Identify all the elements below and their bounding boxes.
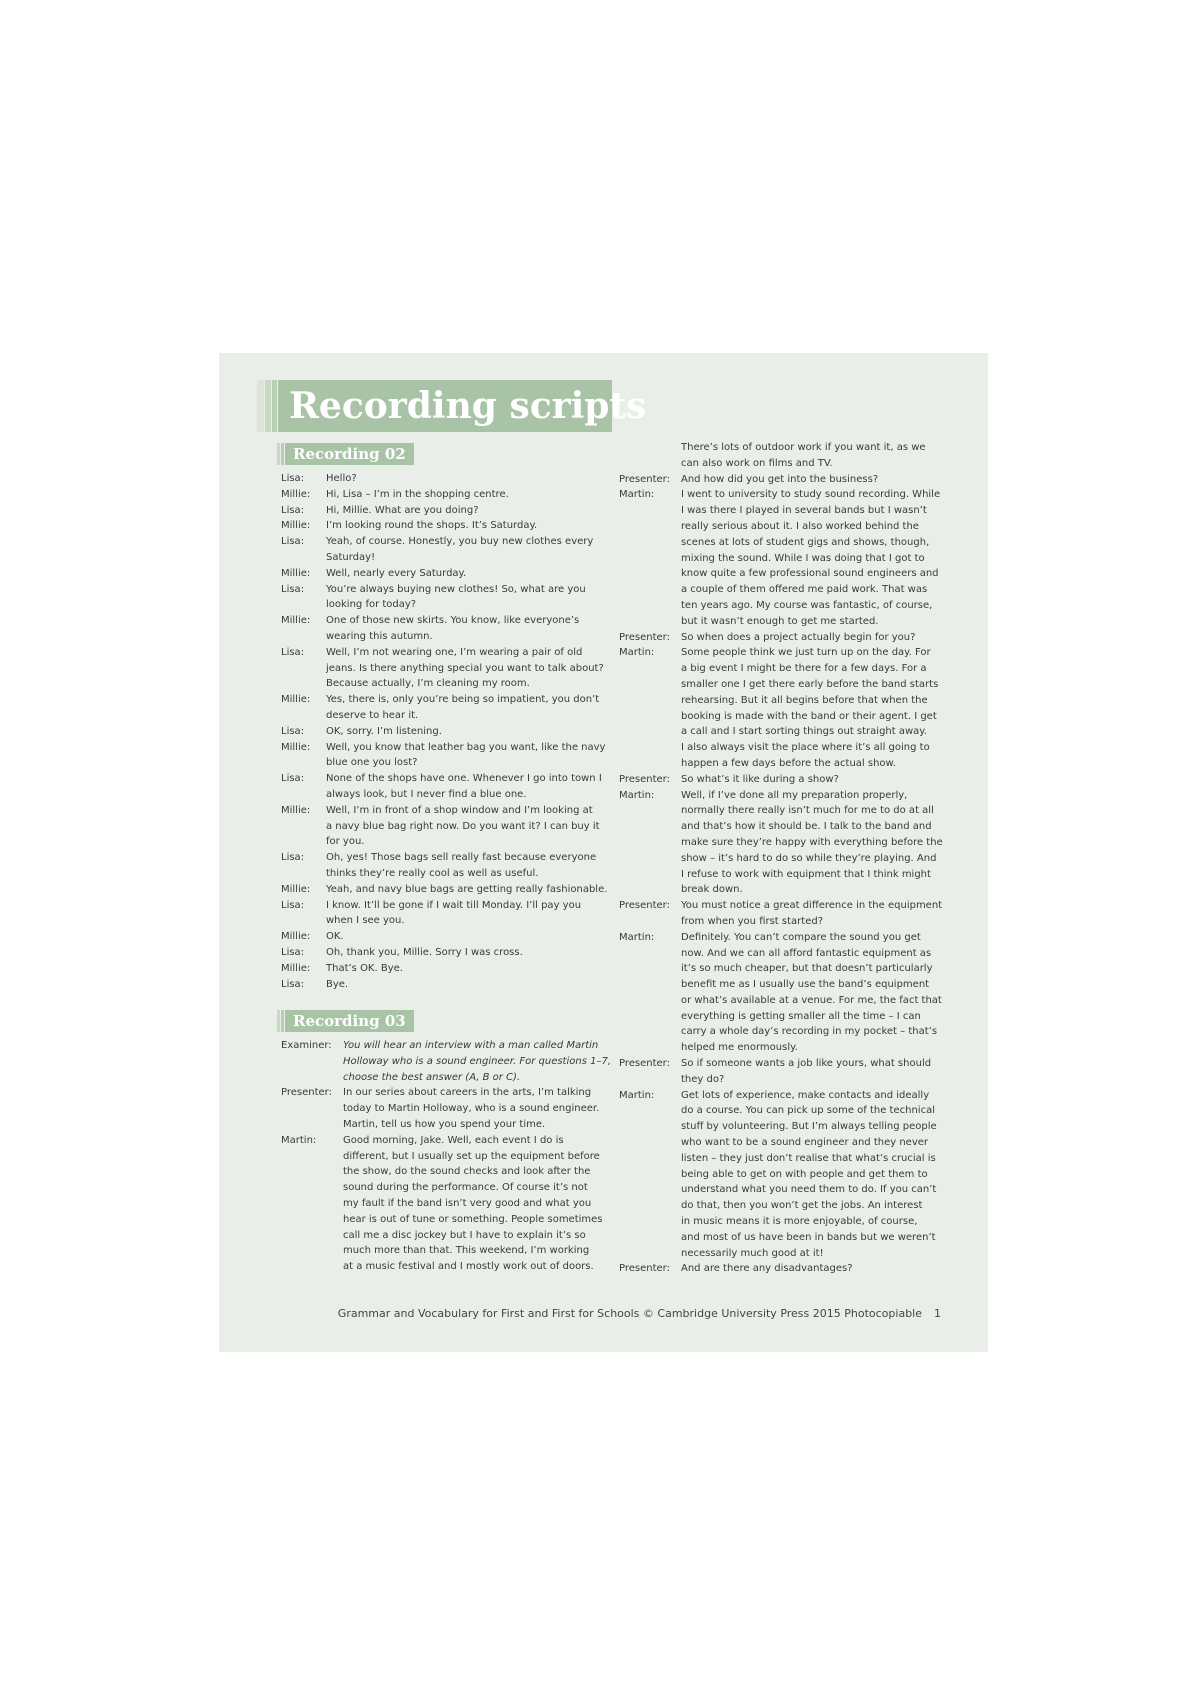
speaker-label: Lisa:: [281, 978, 305, 990]
script-line: [281, 518, 611, 534]
speaker-label: Lisa:: [281, 946, 305, 958]
dialogue-text: at a music festival and I mostly work out of doors.: [343, 1261, 594, 1273]
dialogue-text: Saturday!: [326, 551, 376, 563]
dialogue-text: deserve to hear it.: [326, 709, 419, 721]
script-line: [281, 898, 611, 914]
script-line: [281, 708, 611, 724]
dialogue-text: Oh, thank you, Millie. Sorry I was cross.: [326, 946, 523, 958]
script-line: [281, 692, 611, 708]
script-line: [281, 471, 611, 487]
dialogue-text: I refuse to work with equipment that I think might: [681, 868, 931, 880]
dialogue-text: One of those new skirts. You know, like everyone’s: [326, 615, 580, 627]
script-line: [619, 1135, 959, 1151]
dialogue-text: they do?: [681, 1073, 725, 1085]
script-line: [281, 1054, 611, 1070]
script-line: [281, 724, 611, 740]
script-line: [619, 740, 959, 756]
dialogue-text: Oh, yes! Those bags sell really fast because everyone: [326, 852, 597, 864]
script-line: [619, 819, 959, 835]
script-line: [619, 582, 959, 598]
speaker-label: Presenter:: [619, 1263, 670, 1275]
dialogue-text: Well, nearly every Saturday.: [326, 567, 467, 579]
script-line: [619, 835, 959, 851]
speaker-label: Millie:: [281, 694, 311, 706]
dialogue-text: I also always visit the place where it’s all going to: [681, 742, 930, 754]
footer-copyright: Grammar and Vocabulary for First and First for Schools © Cambridge University Press 2015 Photocopiable: [337, 1307, 922, 1320]
script-line: [619, 882, 959, 898]
dialogue-text: and most of us have been in bands but we weren’t: [681, 1231, 936, 1243]
script-line: [281, 661, 611, 677]
script-line: [619, 1056, 959, 1072]
dialogue-text: Well, I’m in front of a shop window and I’m looking at: [326, 804, 593, 816]
dialogue-text: Well, you know that leather bag you want, like the navy: [326, 741, 606, 753]
script-line: [281, 1070, 611, 1086]
dialogue-text: break down.: [681, 884, 743, 896]
dialogue-text: In our series about careers in the arts, I’m talking: [343, 1087, 592, 1099]
dialogue-text: but it wasn’t enough to get me started.: [681, 615, 879, 627]
dialogue-text: sound during the performance. Of course it’s not: [343, 1182, 588, 1194]
dialogue-text: Because actually, I’m cleaning my room.: [326, 678, 530, 690]
speaker-label: Lisa:: [281, 473, 305, 484]
script-line: [281, 582, 611, 598]
speaker-label: Lisa:: [281, 899, 305, 911]
script-line: [281, 819, 611, 835]
script-line: [281, 1149, 611, 1165]
script-line: [619, 1261, 959, 1277]
dialogue-text: Bye.: [326, 978, 349, 990]
dialogue-text: Hi, Lisa – I’m in the shopping centre.: [326, 488, 509, 500]
speaker-label: Lisa:: [281, 646, 305, 658]
dialogue-text: different, but I usually set up the equipment before: [343, 1150, 600, 1162]
dialogue-text: I know. It’ll be gone if I wait till Monday. I’ll pay you: [326, 899, 582, 911]
script-line: [619, 851, 959, 867]
dialogue-text: everything is getting smaller all the time – I can: [681, 1010, 921, 1022]
speaker-label: Millie:: [281, 931, 311, 943]
dialogue-text: from when you first started?: [681, 915, 824, 927]
script-line: [619, 1103, 959, 1119]
speaker-label: Millie:: [281, 615, 311, 627]
script-line: [619, 630, 959, 646]
speaker-label: Lisa:: [281, 536, 305, 548]
title-stripe-mid: [265, 380, 271, 432]
dialogue-text: carry a whole day’s recording in my pocket – that’s: [681, 1026, 938, 1038]
dialogue-text: booking is made with the band or their agent. I get: [681, 710, 937, 722]
dialogue-text: do that, then you won’t get the jobs. An interest: [681, 1200, 923, 1212]
script-line: [619, 788, 959, 804]
script-line: [281, 676, 611, 692]
dialogue-text: So what’s it like during a show?: [681, 773, 839, 785]
dialogue-text: Well, I’m not wearing one, I’m wearing a pair of old: [326, 646, 583, 658]
dialogue-text: I went to university to study sound recording. While: [681, 489, 941, 501]
script-line: [281, 1164, 611, 1180]
script-line: [619, 1230, 959, 1246]
dialogue-text: Good morning, Jake. Well, each event I do is: [343, 1134, 564, 1146]
dialogue-text: a big event I might be there for a few days. For a: [681, 663, 927, 675]
speaker-label: Lisa:: [281, 583, 305, 595]
dialogue-text: Well, if I’ve done all my preparation properly,: [681, 789, 908, 801]
dialogue-text: listen – they just don’t realise that what’s crucial is: [681, 1152, 936, 1164]
script-line: [281, 645, 611, 661]
dialogue-text: And are there any disadvantages?: [681, 1263, 853, 1275]
speaker-label: Lisa:: [281, 773, 305, 785]
speaker-label: Martin:: [619, 789, 655, 801]
speaker-label: Lisa:: [281, 504, 305, 516]
speaker-label: Lisa:: [281, 725, 305, 737]
script-line: [281, 850, 611, 866]
dialogue-text: looking for today?: [326, 599, 417, 611]
script-line: [619, 1246, 959, 1262]
script-line: [619, 472, 959, 488]
title-stripe-light: [257, 380, 264, 432]
dialogue-text: can also work on films and TV.: [681, 457, 833, 469]
recording-03-label: Recording 03: [285, 1010, 414, 1032]
dialogue-text: do a course. You can pick up some of the technical: [681, 1105, 935, 1117]
script-line: [619, 898, 959, 914]
dialogue-text: helped me enormously.: [681, 1042, 798, 1054]
speaker-label: Millie:: [281, 804, 311, 816]
dialogue-text: So if someone wants a job like yours, what should: [681, 1058, 932, 1070]
script-line: [619, 440, 959, 456]
dialogue-text: Martin, tell us how you spend your time.: [343, 1118, 546, 1130]
script-line: [619, 614, 959, 630]
script-line: [619, 598, 959, 614]
dialogue-text: Get lots of experience, make contacts and ideally: [681, 1089, 930, 1101]
script-line: [281, 1085, 611, 1101]
dialogue-text: know quite a few professional sound engineers and: [681, 568, 939, 580]
script-line: [619, 1072, 959, 1088]
dialogue-text: normally there really isn’t much for me to do at all: [681, 805, 934, 817]
dialogue-text: a call and I start sorting things out straight away.: [681, 726, 927, 738]
script-line: [281, 629, 611, 645]
dialogue-text: choose the best answer (A, B or C).: [343, 1071, 521, 1083]
dialogue-text: show – it’s hard to do so while they’re playing. And: [681, 852, 937, 864]
script-line: [619, 1040, 959, 1056]
dialogue-text: So when does a project actually begin for you?: [681, 631, 916, 643]
script-line: [619, 1182, 959, 1198]
dialogue-text: mixing the sound. While I was doing that I got to: [681, 552, 925, 564]
speaker-label: Presenter:: [281, 1087, 332, 1099]
dialogue-text: now. And we can all afford fantastic equipment as: [681, 947, 932, 959]
dialogue-text: happen a few days before the actual show.: [681, 757, 896, 769]
dialogue-text: make sure they’re happy with everything before the: [681, 836, 943, 848]
page-title: Recording scripts: [278, 380, 612, 432]
dialogue-text: who want to be a sound engineer and they never: [681, 1137, 929, 1149]
script-line: [619, 456, 959, 472]
dialogue-text: jeans. Is there anything special you want to talk about?: [326, 662, 604, 674]
dialogue-text: always look, but I never find a blue one.: [326, 788, 527, 800]
dialogue-text: when I see you.: [326, 915, 405, 927]
speaker-label: Martin:: [619, 489, 655, 501]
speaker-label: Presenter:: [619, 773, 670, 785]
script-line: [281, 961, 611, 977]
script-line: [619, 566, 959, 582]
script-line: [619, 535, 959, 551]
script-line: [619, 724, 959, 740]
speaker-label: Millie:: [281, 567, 311, 579]
dialogue-text: stuff by volunteering. But I’m always telling people: [681, 1121, 937, 1133]
script-line: [281, 534, 611, 550]
heading-stripe: [277, 443, 280, 465]
dialogue-text: the show, do the sound checks and look after the: [343, 1166, 591, 1178]
script-line: [281, 1228, 611, 1244]
script-line: [619, 1167, 959, 1183]
script-line: [281, 487, 611, 503]
dialogue-text: Definitely. You can’t compare the sound you get: [681, 931, 921, 943]
script-line: [619, 709, 959, 725]
script-line: [619, 961, 959, 977]
dialogue-text: in music means it is more enjoyable, of course,: [681, 1216, 918, 1228]
dialogue-text: necessarily much good at it!: [681, 1247, 824, 1259]
script-line: [619, 772, 959, 788]
dialogue-text: I was there I played in several bands but I wasn’t: [681, 505, 927, 517]
dialogue-text: wearing this autumn.: [326, 630, 433, 642]
worksheet-page: [219, 353, 988, 1352]
speaker-label: Presenter:: [619, 631, 670, 643]
dialogue-text: I’m looking round the shops. It’s Saturday.: [326, 520, 538, 532]
dialogue-text: a navy blue bag right now. Do you want it? I can buy it: [326, 820, 600, 832]
dialogue-text: rehearsing. But it all begins before that when the: [681, 694, 928, 706]
dialogue-text: or what’s available at a venue. For me, the fact that: [681, 994, 942, 1006]
dialogue-text: OK, sorry. I’m listening.: [326, 725, 442, 737]
script-line: [619, 867, 959, 883]
dialogue-text: Hi, Millie. What are you doing?: [326, 504, 479, 516]
dialogue-text: You’re always buying new clothes! So, what are you: [326, 583, 586, 595]
script-line: [281, 1101, 611, 1117]
recording-03-script: [281, 1038, 611, 1275]
dialogue-text: Some people think we just turn up on the day. For: [681, 647, 931, 659]
dialogue-text: understand what you need them to do. If you can’t: [681, 1184, 937, 1196]
dialogue-text: really serious about it. I also worked behind the: [681, 520, 919, 532]
dialogue-text: Yes, there is, only you’re being so impatient, you don’t: [326, 694, 600, 706]
dialogue-text: blue one you lost?: [326, 757, 418, 769]
speaker-label: Presenter:: [619, 473, 670, 485]
dialogue-text: benefit me as I usually use the band’s equipment: [681, 979, 930, 991]
dialogue-text: today to Martin Holloway, who is a sound engineer.: [343, 1103, 600, 1115]
script-line: [619, 519, 959, 535]
script-line: [281, 1133, 611, 1149]
script-line: [619, 756, 959, 772]
script-line: [281, 613, 611, 629]
script-line: [281, 1243, 611, 1259]
script-line: [619, 1151, 959, 1167]
speaker-label: Martin:: [619, 647, 655, 659]
speaker-label: Martin:: [281, 1134, 317, 1146]
script-line: [281, 977, 611, 993]
dialogue-text: And how did you get into the business?: [681, 473, 879, 485]
script-line: [281, 866, 611, 882]
dialogue-text: for you.: [326, 836, 365, 848]
script-line: [619, 993, 959, 1009]
script-line: [619, 1024, 959, 1040]
dialogue-text: my fault if the band isn’t very good and what you: [343, 1197, 592, 1209]
script-line: [281, 1212, 611, 1228]
dialogue-text: You will hear an interview with a man called Martin: [343, 1040, 599, 1051]
script-line: [281, 834, 611, 850]
speaker-label: Examiner:: [281, 1040, 332, 1051]
speaker-label: Lisa:: [281, 852, 305, 864]
script-line: [619, 977, 959, 993]
script-line: [619, 693, 959, 709]
script-line: [619, 1198, 959, 1214]
dialogue-text: Holloway who is a sound engineer. For questions 1–7,: [343, 1055, 611, 1067]
speaker-label: Millie:: [281, 741, 311, 753]
script-line: [619, 1088, 959, 1104]
script-line: [281, 550, 611, 566]
script-line: [281, 913, 611, 929]
speaker-label: Millie:: [281, 520, 311, 532]
dialogue-text: a couple of them offered me paid work. That was: [681, 584, 928, 596]
speaker-label: Millie:: [281, 883, 311, 895]
script-line: [619, 930, 959, 946]
dialogue-text: You must notice a great difference in the equipment: [681, 900, 943, 912]
script-line: [281, 1259, 611, 1275]
recording-02-label: Recording 02: [285, 443, 414, 465]
script-line: [281, 787, 611, 803]
dialogue-text: hear is out of tune or something. People sometimes: [343, 1213, 603, 1225]
dialogue-text: ten years ago. My course was fantastic, of course,: [681, 599, 933, 611]
dialogue-text: call me a disc jockey but I have to explain it’s so: [343, 1229, 586, 1241]
recording-02-script: [281, 471, 611, 992]
script-line: [281, 803, 611, 819]
speaker-label: Millie:: [281, 962, 311, 974]
script-line: [281, 945, 611, 961]
script-line: [619, 551, 959, 567]
dialogue-text: smaller one I get there early before the band starts: [681, 678, 939, 690]
script-line: [281, 882, 611, 898]
recording-03-script-continued: [619, 440, 959, 1277]
script-line: [281, 566, 611, 582]
dialogue-text: None of the shops have one. Whenever I go into town I: [326, 773, 602, 785]
page-footer: [219, 1307, 941, 1320]
script-line: [619, 1119, 959, 1135]
script-line: [281, 1196, 611, 1212]
dialogue-text: thinks they’re really cool as well as useful.: [326, 867, 539, 879]
script-line: [619, 677, 959, 693]
dialogue-text: much more than that. This weekend, I’m working: [343, 1245, 590, 1257]
script-line: [281, 740, 611, 756]
page-number: 1: [934, 1307, 941, 1320]
script-line: [281, 1180, 611, 1196]
script-line: [619, 914, 959, 930]
script-line: [281, 771, 611, 787]
speaker-label: Presenter:: [619, 900, 670, 912]
script-line: [281, 755, 611, 771]
script-line: [619, 946, 959, 962]
script-line: [281, 597, 611, 613]
speaker-label: Martin:: [619, 931, 655, 943]
script-line: [281, 929, 611, 945]
heading-stripe: [277, 1010, 280, 1032]
script-line: [619, 1009, 959, 1025]
dialogue-text: Yeah, and navy blue bags are getting really fashionable.: [326, 883, 608, 895]
script-line: [281, 1117, 611, 1133]
dialogue-text: That’s OK. Bye.: [326, 962, 403, 974]
script-line: [281, 1038, 611, 1054]
dialogue-text: and that’s how it should be. I talk to the band and: [681, 821, 932, 833]
script-line: [619, 661, 959, 677]
speaker-label: Millie:: [281, 488, 311, 500]
dialogue-text: Yeah, of course. Honestly, you buy new clothes every: [326, 536, 594, 548]
heading-stripe: [281, 1010, 284, 1032]
dialogue-text: Hello?: [326, 473, 357, 484]
script-line: [281, 503, 611, 519]
script-line: [619, 503, 959, 519]
script-line: [619, 487, 959, 503]
dialogue-text: OK.: [326, 931, 344, 943]
dialogue-text: There’s lots of outdoor work if you want it, as we: [681, 442, 926, 453]
title-stripe-dark: [272, 380, 277, 432]
speaker-label: Martin:: [619, 1089, 655, 1101]
script-line: [619, 803, 959, 819]
script-line: [619, 645, 959, 661]
heading-stripe: [281, 443, 284, 465]
script-line: [619, 1214, 959, 1230]
dialogue-text: scenes at lots of student gigs and shows, though,: [681, 536, 930, 548]
speaker-label: Presenter:: [619, 1058, 670, 1070]
dialogue-text: being able to get on with people and get them to: [681, 1168, 928, 1180]
dialogue-text: it’s so much cheaper, but that doesn’t particularly: [681, 963, 933, 975]
